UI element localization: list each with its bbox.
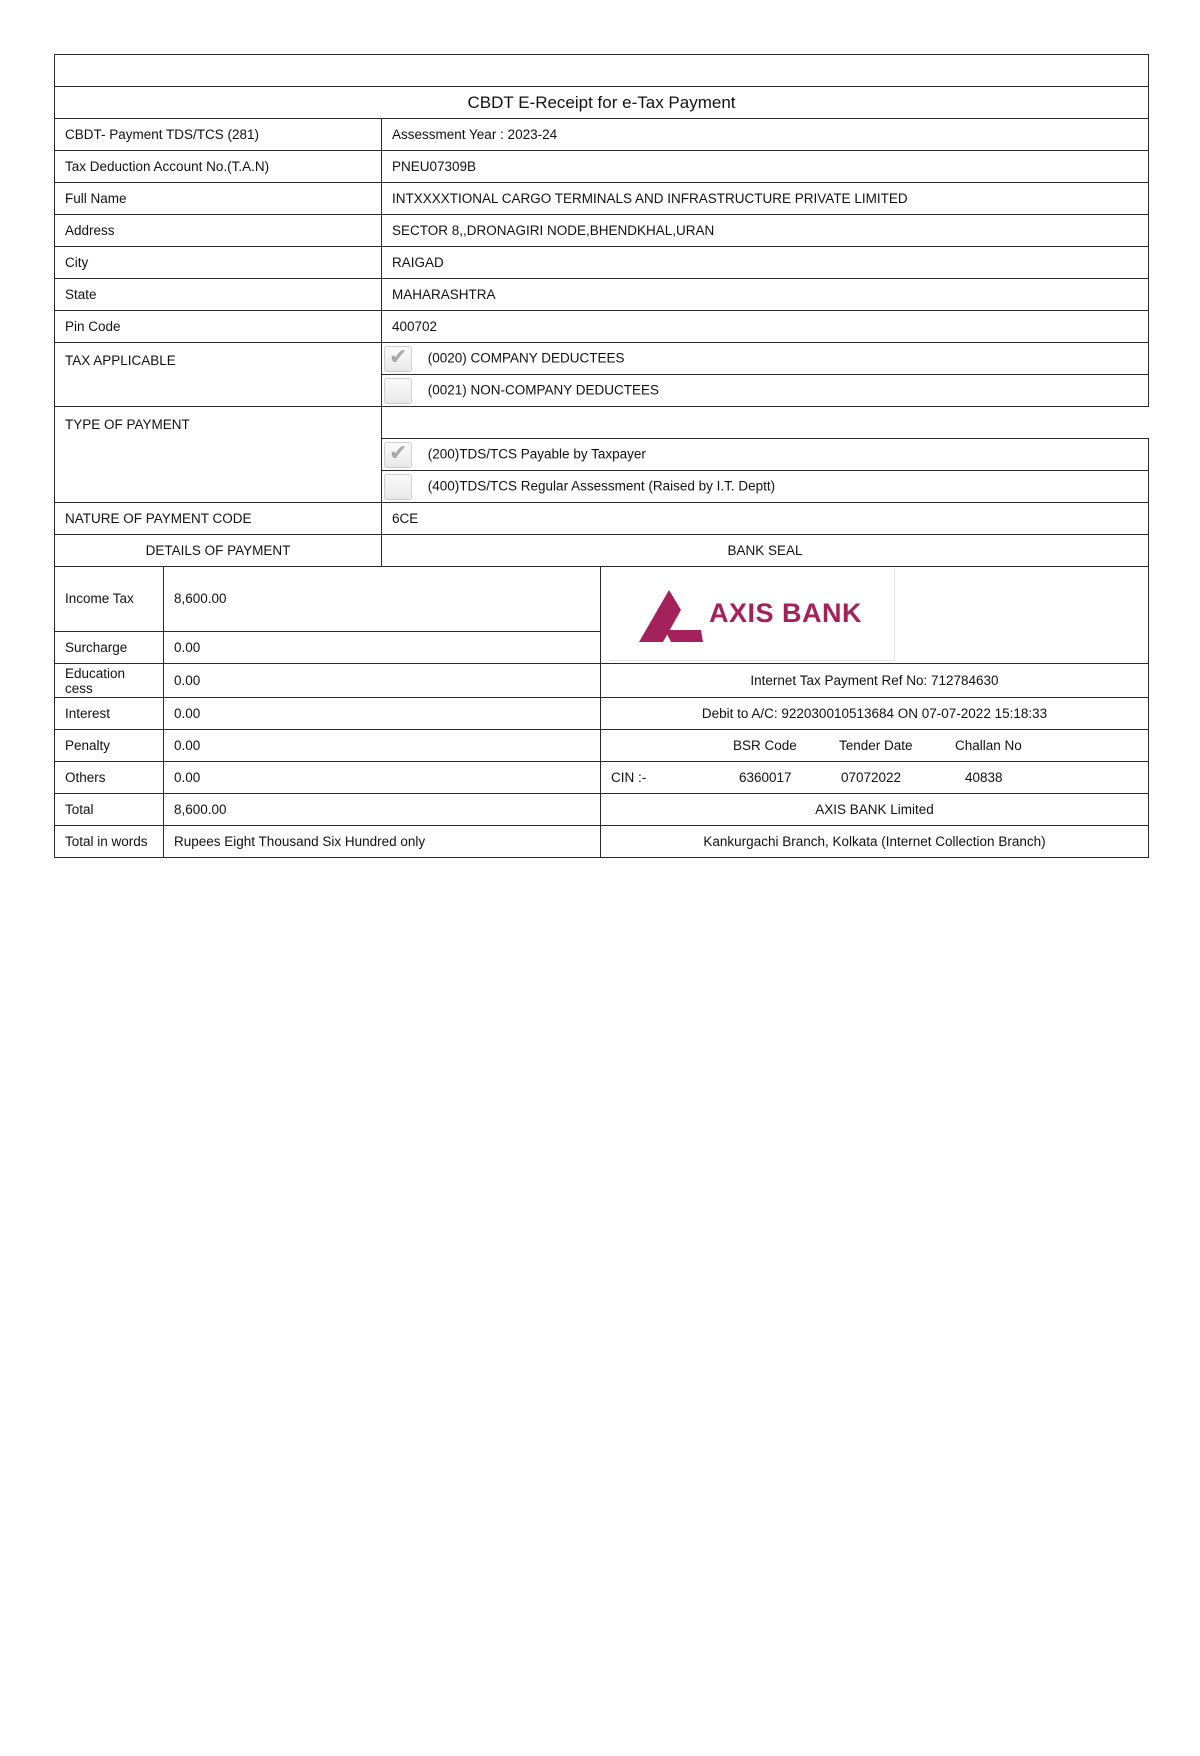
internet-tax-ref-no: Internet Tax Payment Ref No: 712784630 xyxy=(601,664,1149,698)
bank-name: AXIS BANK Limited xyxy=(601,794,1149,826)
bank-branch: Kankurgachi Branch, Kolkata (Internet Collection Branch) xyxy=(601,826,1149,858)
axis-bank-logo-text: AXIS BANK xyxy=(709,598,863,628)
axis-bank-logo-icon xyxy=(639,590,703,642)
checkbox-checked xyxy=(384,439,412,468)
field-label: State xyxy=(55,279,382,311)
axis-bank-logo xyxy=(609,568,895,661)
receipt-header-table xyxy=(54,54,1149,567)
challan-no-header: Challan No xyxy=(955,738,1022,753)
type-of-payment-option-400 xyxy=(382,471,1149,503)
nature-of-payment-value: 6CE xyxy=(382,503,1149,535)
option-label: (0020) COMPANY DEDUCTEES xyxy=(427,350,625,366)
total-in-words-value: Rupees Eight Thousand Six Hundred only xyxy=(164,826,601,858)
field-label: Full Name xyxy=(55,183,382,215)
detail-label: Total xyxy=(55,794,164,826)
total-value: 8,600.00 xyxy=(164,794,601,826)
assessment-year: Assessment Year : 2023-24 xyxy=(382,119,1149,151)
detail-label: Others xyxy=(55,762,164,794)
detail-label: Surcharge xyxy=(55,631,164,663)
penalty-value: 0.00 xyxy=(164,730,601,762)
interest-value: 0.00 xyxy=(164,698,601,730)
bank-seal-header: BANK SEAL xyxy=(382,535,1149,567)
full-name-value: INTXXXXTIONAL CARGO TERMINALS AND INFRASTRUCTURE PRIVATE LIMITED xyxy=(382,183,1149,215)
income-tax-value: 8,600.00 xyxy=(164,567,601,632)
field-label: Address xyxy=(55,215,382,247)
tender-date-value: 07072022 xyxy=(841,770,902,785)
detail-label: Penalty xyxy=(55,730,164,762)
cin-values xyxy=(601,762,1149,794)
others-value: 0.00 xyxy=(164,762,601,794)
details-of-payment-header: DETAILS OF PAYMENT xyxy=(55,535,382,567)
checkbox-unchecked xyxy=(384,474,412,500)
bsr-code-header: BSR Code xyxy=(733,738,797,753)
option-label: (0021) NON-COMPANY DEDUCTEES xyxy=(427,382,660,398)
city-value: RAIGAD xyxy=(382,247,1149,279)
checkbox-checked xyxy=(384,343,412,372)
tax-applicable-label: TAX APPLICABLE xyxy=(55,343,382,407)
field-label: Tax Deduction Account No.(T.A.N) xyxy=(55,151,382,183)
bank-seal xyxy=(601,567,1149,664)
surcharge-value: 0.00 xyxy=(164,631,601,663)
detail-label: Education cess xyxy=(55,664,164,698)
e-receipt xyxy=(54,54,1148,858)
bsr-code-value: 6360017 xyxy=(739,770,792,785)
tax-applicable-option-0021 xyxy=(382,375,1149,407)
education-cess-value: 0.00 xyxy=(164,664,601,698)
payment-type: CBDT- Payment TDS/TCS (281) xyxy=(55,119,382,151)
checkmark-icon: ✔ xyxy=(389,439,408,465)
receipt-title: CBDT E-Receipt for e-Tax Payment xyxy=(55,87,1149,119)
type-of-payment-option-200 xyxy=(382,439,1149,471)
cin-column-headers xyxy=(601,730,1149,762)
field-label: City xyxy=(55,247,382,279)
checkbox-unchecked xyxy=(384,378,412,404)
detail-label: Income Tax xyxy=(55,567,164,632)
option-label: (400)TDS/TCS Regular Assessment (Raised by I.T. Deptt) xyxy=(427,478,776,494)
field-label: Pin Code xyxy=(55,311,382,343)
detail-label: Total in words xyxy=(55,826,164,858)
challan-no-value: 40838 xyxy=(965,770,1003,785)
pin-code-value: 400702 xyxy=(382,311,1149,343)
payment-details-table xyxy=(54,566,1149,858)
checkmark-icon: ✔ xyxy=(389,343,408,369)
detail-label: Interest xyxy=(55,698,164,730)
blank-header-row xyxy=(55,55,1149,87)
tan-value: PNEU07309B xyxy=(382,151,1149,183)
option-label: (200)TDS/TCS Payable by Taxpayer xyxy=(427,446,646,462)
type-of-payment-label: TYPE OF PAYMENT xyxy=(55,407,382,503)
address-value: SECTOR 8,,DRONAGIRI NODE,BHENDKHAL,URAN xyxy=(382,215,1149,247)
debit-account: Debit to A/C: 922030010513684 ON 07-07-2022 15:18:33 xyxy=(601,698,1149,730)
tender-date-header: Tender Date xyxy=(839,738,913,753)
state-value: MAHARASHTRA xyxy=(382,279,1149,311)
tax-applicable-option-0020 xyxy=(382,343,1149,375)
nature-of-payment-label: NATURE OF PAYMENT CODE xyxy=(55,503,382,535)
cin-label: CIN :- xyxy=(611,770,647,785)
type-of-payment-blank xyxy=(382,407,1149,439)
